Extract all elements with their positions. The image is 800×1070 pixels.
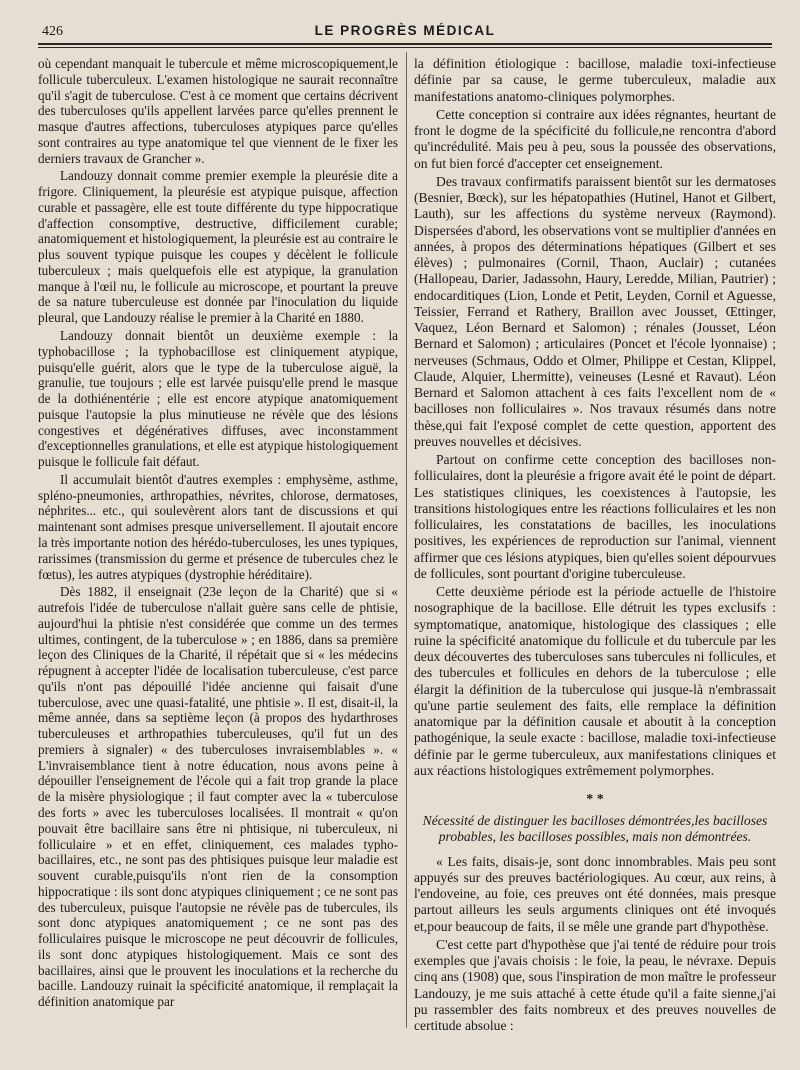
paragraph: Il accumulait bientôt d'autres exemples : emphysème, asthme, spléno-pneumonies, arthropathies, névrites, chlorose, dermatoses, néphrites... etc., qui soulevèrent alors tant de discussions et qui maintenant sont admises presque universellement. Il ajoutait encore la très importante notion des hérédo-tuberculoses, les unes typiques, rarissimes (transmission du germe et présence de tubercules chez le fœtus), les autres atypiques (dystrophie héréditaire). xyxy=(38,471,398,582)
section-heading: Nécessité de distinguer les bacilloses démontrées,les bacilloses probables, les bacilloses possibles, mais non démontrées. xyxy=(422,813,768,845)
paragraph: où cependant manquait le tubercule et même microscopiquement,le follicule tuberculeux. L'examen histologique ne saurait reconnaître qu'il s'agit de tuberculose. C'est à ce moment que certains décrivent des tuberculoses qu'ils appellent larvées parce qu'elles prennent le masque d'autres affections, tuberculoses atypiques parce qu'elles sont contraires au type anatomique tel que viennent de le fixer les derniers travaux de Grancher ». xyxy=(38,56,398,166)
paragraph: Landouzy donnait comme premier exemple la pleurésie dite a frigore. Cliniquement, la pleurésie est atypique puisque, affection curable et passagère, elle est toute différente du type hippocratique d'affection consomptive, destructive, difficilement curable; anatomiquement et histologiquement, la pleurésie est au contraire le plus souvent typique puisque les coupes y décèlent le follicule tuberculeux ; mais quelquefois elle est atypique, la granulation manque à l'œil nu, le follicule au microscope, et pourtant la preuve de sa nature tuberculeuse est donnée par l'inoculation du liquide pleural, que Landouzy réalise le premier à la Charité en 1880. xyxy=(38,168,398,326)
column-divider xyxy=(406,52,407,1028)
page-header xyxy=(38,22,772,44)
paragraph: Des travaux confirmatifs paraissent bientôt sur les dermatoses (Besnier, Bœck), sur les hépatopathies (Hutinel, Hanot et Gilbert, Lauth), sur les affections du système nerveux (Raymond). Dispersées d'abord, les observations vont se multiplier d'années en années, à propos des déterminations hépatiques (Gilbert et ses élèves) ; pulmonaires (Cornil, Thaon, Auclair) ; cutanées (Hallopeau, Darier, Jadassohn, Haury, Leredde, Milian, Pautrier) ; endocarditiques (Lion, Londe et Petit, Leyden, Cornil et Aguesse, Teissier, Ferrand et Rathery, Braillon avec Jousset, Œttinger, Vaquez, Léon Bernard et Salomon) ; rénales (Jousset, Léon Bernard et Salomon) ; articulaires (Poncet et l'école lyonnaise) ; nerveuses (Schmaus, Oddo et Olmer, Philippe et Cestan, Klippel, Claude, Alquier, Lhermitte), veineuses (Lesné et Ravaut). Léon Bernard et Salomon attachent à ces faits l'excellent nom de « bacilloses non folliculaires ». Nos travaux résumés dans notre thèse,qui fait l'exposé complet de cette question, apportent des preuves nouvelles et décisives. xyxy=(414,173,776,449)
paragraph: C'est cette part d'hypothèse que j'ai tenté de réduire pour trois exemples que j'avais choisis : le foie, la peau, le névraxe. Depuis cinq ans (1908) que, sous l'inspiration de mon maître le professeur Landouzy, je me suis attaché à cette étude qu'il a faite sienne,j'ai pu rassembler des faits nombreux et des preuves nouvelles de certitude absolue : xyxy=(414,936,776,1033)
paragraph: Landouzy donnait bientôt un deuxième exemple : la typhobacillose ; la typhobacillose est cliniquement atypique, puisqu'elle guérit, alors que le type de la tuberculose aiguë, la granulie, tue toujours ; elle est larvée puisqu'elle prend le masque de la dothiénentérie ; elle est encore atypique anatomiquement puisque l'autopsie la plus minutieuse ne révèle que des lésions congestives et dégénératives diffuses, avec inconstamment d'exceptionnelles granulations, et elle est atypique histologiquement puisque le follicule fait défaut. xyxy=(38,328,398,470)
left-column xyxy=(38,56,398,1012)
paragraph: « Les faits, disais-je, sont donc innombrables. Mais peu sont appuyés sur des preuves bactériologiques. Au cœur, aux reins, à l'endoveine, au foie, ces preuves ont été données, mais presque partout ailleurs les seuls arguments cliniques ont été invoqués et,pour beaucoup de faits, il se mêle une grande part d'hypothèse. xyxy=(414,853,776,934)
header-rule xyxy=(38,43,772,45)
running-title: LE PROGRÈS MÉDICAL xyxy=(314,23,496,38)
paragraph: Cette deuxième période est la période actuelle de l'histoire nosographique de la bacillose. Elle détruit les types exclusifs : symptomatique, anatomique, histologique des classiques ; elle ruine la spécificité anatomique du follicule et du tubercule par les deux découvertes des tuberculoses sans tubercules ni follicules, et des tubercules et follicules en dehors de la tuberculose ; elle élargit la définition de la tuberculose qui jusque-là n'embrassait qu'une partie seulement des faits, elle remplace la définition anatomique par la définition causale et aboutit à la conception pathogénique, la seule exacte : bacillose, maladie toxi-infectieuse définie par le germe tuberculeux, aux manifestations cliniques et aux réactions histologiques extrêmement polymorphes. xyxy=(414,584,776,778)
section-separator-stars: * * xyxy=(586,792,604,807)
paragraph: Dès 1882, il enseignait (23e leçon de la Charité) que si « autrefois l'idée de tuberculose n'allait guère sans celle de phtisie, aujourd'hui la phtisie n'est considérée que comme un des termes ultimes, contingent, de la tuberculose » ; en 1886, dans sa première leçon des Cliniques de la Charité, il répétait que si « les médecins répugnent à accepter l'idée de localisation tuberculeuse, c'est parce qu'ils n'ont pas dépouillé l'idée ancienne qui faisait d'une tuberculose, avec une quasi-fatalité, une phtisie ». Il est, disait-il, la même année, dans sa septième leçon (à propos des hydarthroses tuberculeuses et arthropathies tuberculeuses, qu'il fut un des premiers à signaler) « des tuberculoses invraisemblables ». « L'invraisemblance tient à notre éducation, nous avons peine à dépouiller l'enseignement de l'école qui a fait trop grande la place de la misère physiologique ; il faut compter avec la « tuberculose des forts » avec les tuberculoses localisées. Il montrait « qu'on pouvait être bacillaire sans être ni phtisique, ni tuberculeux, ni folliculaire » et en effet, cliniquement, ces malades typho-bacillaires, etc., ne sont pas des phtisiques puisque leur maladie est souvent curable,puisqu'ils n'ont rien de la consomption hippocratique : ils sont donc atypiques cliniquement ; ce ne sont pas des tuberculeux, puisque l'autopsie ne révèle pas de tubercules, ils sont donc atypiques anatomiquement ; ce ne sont pas des folliculaires puisque le microscope ne peut découvrir de follicules, ils sont donc atypiques histologiquement. Mais ce sont des bacillaires, ainsi que le prouvent les inoculations et la recherche du bacille. Landouzy ruinait la spécificité anatomique, il remplaçait la définition anatomique par xyxy=(38,584,398,1010)
page-number: 426 xyxy=(42,24,63,39)
paragraph: Cette conception si contraire aux idées régnantes, heurtant de front le dogme de la spécificité du follicule,ne rencontra d'abord qu'incrédulité. Mais peu à peu, sous la poussée des observations, on fut bien forcé d'accepter cet enseignement. xyxy=(414,106,776,171)
paragraph: Partout on confirme cette conception des bacilloses non-folliculaires, dont la pleurésie a frigore avait été le point de départ. Les statistiques cliniques, les coexistences à l'autopsie, les transitions histologiques entre les réactions folliculaires et les non folliculaires, les constatations de bacilles, les inoculations positives, les expériences de reproduction sur l'animal, viennent affirmer que ces lésions atypiques, bien qu'elles soient dépourvues de follicules, sont pourtant d'origine tuberculeuse. xyxy=(414,452,776,581)
header-rule-thin xyxy=(38,47,772,48)
right-column xyxy=(414,56,776,1036)
paragraph: la définition étiologique : bacillose, maladie toxi-infectieuse définie par sa cause, le germe tuberculeux, maladie aux manifestations anatomo-cliniques polymorphes. xyxy=(414,56,776,104)
